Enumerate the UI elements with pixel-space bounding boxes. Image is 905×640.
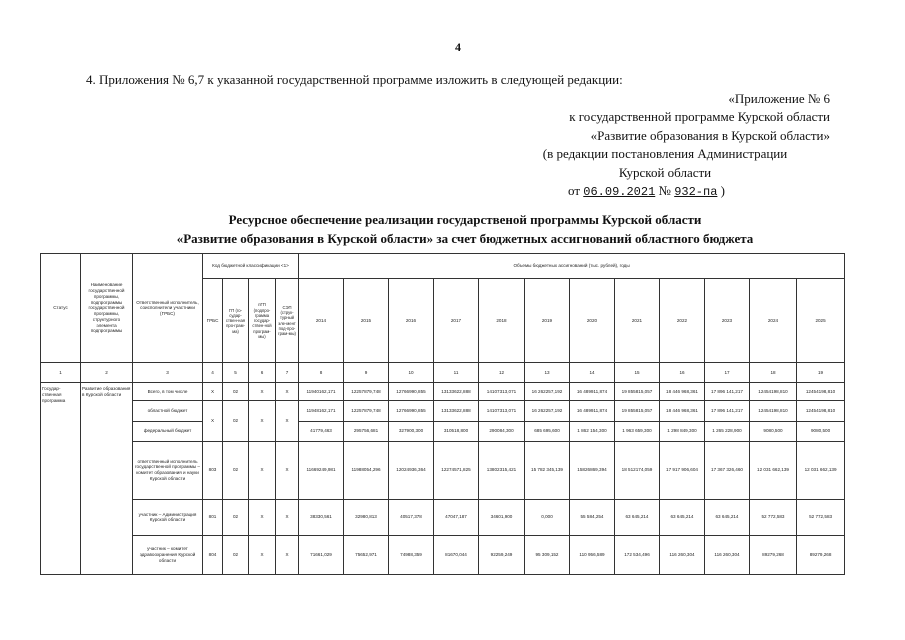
column-number-cell: 16 <box>660 363 705 383</box>
intro-paragraph: 4. Приложения № 6,7 к указанной государственной программе изложить в следующей редакции: <box>86 72 623 87</box>
value-cell: 11940162,171 <box>299 383 344 401</box>
value-cell: 12766990,855 <box>389 401 434 421</box>
value-cell: 290084,300 <box>479 421 525 441</box>
header-year: 2015 <box>344 279 389 363</box>
value-cell: 13802315,421 <box>479 441 525 499</box>
sgp-cell: X <box>249 499 276 535</box>
executor-cell: областной бюджет <box>133 401 203 421</box>
value-cell: 9080,500 <box>797 421 845 441</box>
value-cell: 63 645,214 <box>660 499 705 535</box>
sgp-cell: X <box>249 441 276 499</box>
value-cell: 19 855815,057 <box>615 401 660 421</box>
value-cell: 1 265 228,900 <box>705 421 750 441</box>
value-cell: 12024936,364 <box>389 441 434 499</box>
page-number: 4 <box>455 40 461 54</box>
header-year: 2025 <box>797 279 845 363</box>
value-cell: 17 896 141,217 <box>705 383 750 401</box>
decree-number: 932-па <box>674 185 718 200</box>
header-name: Наименование государственной программы, подпрограммы государственной программы, структурного элемента подпрограммы <box>81 254 133 363</box>
value-cell: 1 862 154,300 <box>570 421 615 441</box>
value-cell: 71661,029 <box>299 535 344 574</box>
value-cell: 12454198,810 <box>797 383 845 401</box>
header-sep: СЭП (струк-турный эле-мент под-про-грам-мы) <box>276 279 299 363</box>
column-number-cell: 4 <box>203 363 223 383</box>
closing-paren: ) <box>720 183 725 199</box>
value-cell: 47047,187 <box>434 499 479 535</box>
header-sgp: пГП (подпро-грамма государ-ствен-ной програм-мы) <box>249 279 276 363</box>
value-cell: 63 645,214 <box>615 499 660 535</box>
header-volumes: Объемы бюджетных ассигнований (тыс. рублей), годы <box>299 254 845 279</box>
program-name-cell: Развитие образования в Курской области <box>81 383 133 575</box>
value-cell: 38330,561 <box>299 499 344 535</box>
grbs-cell: X <box>203 401 223 441</box>
column-number-cell: 14 <box>570 363 615 383</box>
value-cell: 327900,300 <box>389 421 434 441</box>
appendix-heading <box>500 90 830 201</box>
value-cell: 0,000 <box>525 499 570 535</box>
executor-cell: участник – комитет здравоохранения Курской области <box>133 535 203 574</box>
value-cell: 295756,681 <box>344 421 389 441</box>
grbs-cell: 801 <box>203 499 223 535</box>
gp-cell: 02 <box>223 441 249 499</box>
value-cell: 12257879,748 <box>344 401 389 421</box>
column-number-cell: 11 <box>434 363 479 383</box>
value-cell: 41779,463 <box>299 421 344 441</box>
column-number-cell: 5 <box>223 363 249 383</box>
value-cell: 32980,813 <box>344 499 389 535</box>
executor-cell: участник – Администрация Курской области <box>133 499 203 535</box>
sep-cell: X <box>276 401 299 441</box>
value-cell: 55 584,254 <box>570 499 615 535</box>
title-line-1: Ресурсное обеспечение реализации государственой программы Курской области <box>228 212 702 227</box>
value-cell: 172 534,496 <box>615 535 660 574</box>
appendix-line-3: «Развитие образования в Курской области» <box>590 127 830 143</box>
value-cell: 17 917 906,604 <box>660 441 705 499</box>
column-number-cell: 7 <box>276 363 299 383</box>
value-cell: 19 855815,057 <box>615 383 660 401</box>
status-cell: Государ-ственная программа <box>41 383 81 575</box>
sep-cell: X <box>276 383 299 401</box>
column-number-cell: 13 <box>525 363 570 383</box>
header-year: 2022 <box>660 279 705 363</box>
value-cell: 12454198,810 <box>750 401 797 421</box>
sep-cell: X <box>276 441 299 499</box>
grbs-cell: X <box>203 383 223 401</box>
column-number-cell: 6 <box>249 363 276 383</box>
column-number-cell: 10 <box>389 363 434 383</box>
column-number-cell: 3 <box>133 363 203 383</box>
header-year: 2019 <box>525 279 570 363</box>
value-cell: 12274571,825 <box>434 441 479 499</box>
appendix-date-line <box>500 182 830 201</box>
executor-cell: федеральный бюджет <box>133 421 203 441</box>
value-cell: 16 262257,192 <box>525 383 570 401</box>
column-number-cell: 2 <box>81 363 133 383</box>
gp-cell: 02 <box>223 383 249 401</box>
sgp-cell: X <box>249 401 276 441</box>
sep-cell: X <box>276 535 299 574</box>
document-title <box>120 210 810 248</box>
column-number-cell: 18 <box>750 363 797 383</box>
gp-cell: 02 <box>223 401 249 441</box>
date-prefix: от <box>568 183 581 199</box>
value-cell: 18 446 968,361 <box>660 401 705 421</box>
value-cell: 95 309,152 <box>525 535 570 574</box>
value-cell: 11988054,296 <box>344 441 389 499</box>
sgp-cell: X <box>249 535 276 574</box>
header-year: 2024 <box>750 279 797 363</box>
header-year: 2018 <box>479 279 525 363</box>
value-cell: 13133622,888 <box>434 401 479 421</box>
appendix-line-2: к государственной программе Курской области <box>569 109 830 125</box>
title-line-2: «Развитие образования в Курской области» за счет бюджетных ассигнований областного бюджета <box>176 231 754 246</box>
value-cell: 9080,500 <box>750 421 797 441</box>
value-cell: 1 963 659,300 <box>615 421 660 441</box>
appendix-line-1: «Приложение № 6 <box>728 91 830 106</box>
column-number-cell: 19 <box>797 363 845 383</box>
decree-date: 06.09.2021 <box>583 185 656 200</box>
header-budget-code: Код бюджетной классификации <1> <box>203 254 299 279</box>
value-cell: 89279,268 <box>797 535 845 574</box>
appendix-line-4: (в редакции постановления Администрации <box>542 146 788 162</box>
value-cell: 14107313,071 <box>479 383 525 401</box>
grbs-cell: 803 <box>203 441 223 499</box>
gp-cell: 02 <box>223 499 249 535</box>
resource-table <box>40 253 845 575</box>
value-cell: 17 367 326,460 <box>705 441 750 499</box>
value-cell: 12454198,810 <box>750 383 797 401</box>
value-cell: 34601,900 <box>479 499 525 535</box>
value-cell: 89279,268 <box>750 535 797 574</box>
header-year: 2023 <box>705 279 750 363</box>
column-number-cell: 15 <box>615 363 660 383</box>
header-year: 2020 <box>570 279 615 363</box>
value-cell: 15826869,394 <box>570 441 615 499</box>
value-cell: 12257879,748 <box>344 383 389 401</box>
value-cell: 17 896 141,217 <box>705 401 750 421</box>
header-year: 2017 <box>434 279 479 363</box>
column-number-cell: 9 <box>344 363 389 383</box>
header-executor: Ответственный исполнитель, соисполнители участники (ГРБС) <box>133 254 203 363</box>
value-cell: 52 772,583 <box>750 499 797 535</box>
value-cell: 110 956,589 <box>570 535 615 574</box>
value-cell: 40517,378 <box>389 499 434 535</box>
executor-cell: Всего, в том числе <box>133 383 203 401</box>
value-cell: 12 031 662,139 <box>797 441 845 499</box>
value-cell: 12454198,810 <box>797 401 845 421</box>
sep-cell: X <box>276 499 299 535</box>
header-grbs: ГРБС <box>203 279 223 363</box>
header-year: 2014 <box>299 279 344 363</box>
value-cell: 92259,249 <box>479 535 525 574</box>
value-cell: 75652,971 <box>344 535 389 574</box>
value-cell: 14107313,071 <box>479 401 525 421</box>
value-cell: 13133622,888 <box>434 383 479 401</box>
value-cell: 18 512174,059 <box>615 441 660 499</box>
column-number-cell: 1 <box>41 363 81 383</box>
value-cell: 16 262257,192 <box>525 401 570 421</box>
gp-cell: 02 <box>223 535 249 574</box>
grbs-cell: 804 <box>203 535 223 574</box>
executor-cell: ответственный исполнитель государственной программы – комитет образования и науки Курской области <box>133 441 203 499</box>
value-cell: 18 446 968,361 <box>660 383 705 401</box>
value-cell: 12 031 662,139 <box>750 441 797 499</box>
value-cell: 16 489911,874 <box>570 383 615 401</box>
value-cell: 685 695,600 <box>525 421 570 441</box>
column-number-cell: 8 <box>299 363 344 383</box>
value-cell: 11948162,171 <box>299 401 344 421</box>
header-gp: ГП (го-судар-ствен-ная про-грам-ма) <box>223 279 249 363</box>
appendix-line-5: Курской области <box>618 164 712 180</box>
header-year: 2021 <box>615 279 660 363</box>
value-cell: 15 782 345,139 <box>525 441 570 499</box>
sgp-cell: X <box>249 383 276 401</box>
value-cell: 116 260,304 <box>705 535 750 574</box>
value-cell: 116 260,304 <box>660 535 705 574</box>
value-cell: 63 645,214 <box>705 499 750 535</box>
column-number-cell: 17 <box>705 363 750 383</box>
value-cell: 310518,800 <box>434 421 479 441</box>
value-cell: 74988,359 <box>389 535 434 574</box>
column-number-cell: 12 <box>479 363 525 383</box>
header-year: 2016 <box>389 279 434 363</box>
value-cell: 52 772,583 <box>797 499 845 535</box>
number-prefix: № <box>658 183 671 199</box>
value-cell: 12766990,855 <box>389 383 434 401</box>
value-cell: 11669249,981 <box>299 441 344 499</box>
header-status: Статус <box>41 254 81 363</box>
value-cell: 1 298 849,300 <box>660 421 705 441</box>
value-cell: 81670,044 <box>434 535 479 574</box>
value-cell: 16 489911,874 <box>570 401 615 421</box>
